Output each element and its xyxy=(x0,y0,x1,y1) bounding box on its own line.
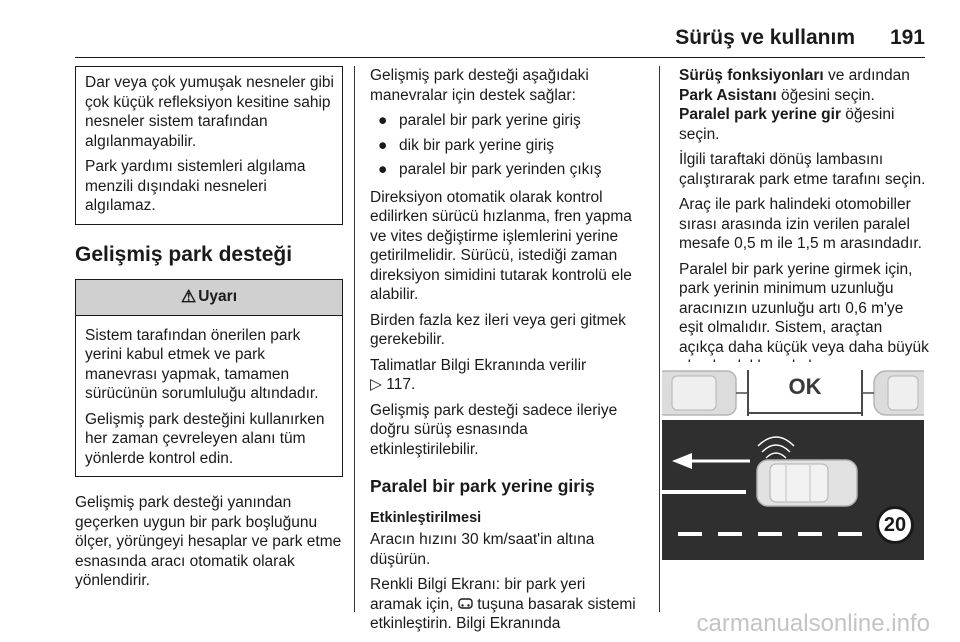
warning-paragraph-2: Gelişmiş park desteğini kullanırken her zaman çevreleyen alanı tüm yönlerde kontrol edin. xyxy=(85,410,325,467)
list-item: ● dik bir park yerine giriş xyxy=(378,136,555,154)
warning-box xyxy=(75,279,343,478)
paragraph-forward-only: Gelişmiş park desteği sadece ileriye doğru sürüş esnasında etkinleştirilebilir. xyxy=(370,401,618,458)
park-assist-button-icon xyxy=(458,596,477,613)
paragraph-instructions: Talimatlar Bilgi Ekranında verilir ▷ 117. xyxy=(370,356,587,393)
paragraph-multiple-moves: Birden fazla kez ileri veya geri gitmek gerekebilir. xyxy=(370,311,626,348)
bullet-icon: ● xyxy=(378,136,388,154)
paragraph-turn-signal: İlgili taraftaki dönüş lambasını çalıştırarak park etme tarafını seçin. xyxy=(679,151,926,188)
note-paragraph-2: Park yardımı sistemleri algılama menzili dışındaki nesneleri algılamaz. xyxy=(85,158,306,214)
warning-title: Uyarı xyxy=(198,288,238,306)
paragraph-space-length: Paralel bir park yerine girmek için, park yerinin minimum uzunluğu aracınızın uzunluğu artı 0,6 m'ye eşit olmalıdır. Sistem, araçtan açıkça daha küçük veya daha büyük xyxy=(679,260,929,356)
column-divider-1 xyxy=(354,66,355,612)
column-1 xyxy=(75,66,343,597)
bullet-icon: ● xyxy=(378,161,388,178)
moving-car-icon xyxy=(757,460,857,506)
body-paragraph: Gelişmiş park desteği yanından geçerken uygun bir park boşluğunu ölçer, yörüngeyi hesaplar ve park etme esnasında aracı otomatik olarak yönlendirir. xyxy=(75,494,342,589)
subsection-title: Paralel bir park yerine giriş xyxy=(370,476,595,496)
column-2 xyxy=(370,66,638,640)
section-title: Gelişmiş park desteği xyxy=(75,242,293,266)
warning-body xyxy=(76,316,342,477)
note-box xyxy=(75,66,343,225)
ok-label: OK xyxy=(788,374,822,399)
column-3 xyxy=(679,66,929,383)
list-item: ● paralel bir park yerinden çıkış xyxy=(378,161,602,178)
warning-triangle-icon: ⚠ xyxy=(180,287,197,307)
page-header xyxy=(75,22,925,58)
activation-title: Etkinleştirilmesi xyxy=(370,510,482,526)
paragraph-activate: Renkli Bilgi Ekranı: bir park yeri aramak için, tuşuna basarak sistemi etkinleştirin. Bilgi Ekranında xyxy=(370,576,636,632)
page-number: 191 xyxy=(889,26,925,49)
parked-car-right-icon xyxy=(874,371,924,415)
header-title: Sürüş ve kullanım xyxy=(675,26,855,49)
parked-car-left-icon xyxy=(662,371,736,415)
watermark: carmanualsonline.info xyxy=(696,610,930,637)
figure-number-badge: 20 xyxy=(876,506,914,544)
maneuver-list xyxy=(370,111,638,180)
warning-header xyxy=(76,280,342,316)
intro-paragraph: Gelişmiş park desteği aşağıdaki manevralar için destek sağlar: xyxy=(370,67,589,104)
page-reference-link[interactable]: 117. xyxy=(386,376,416,393)
paragraph-speed: Aracın hızını 30 km/saat'in altına düşürün. xyxy=(370,531,595,568)
paragraph-distance: Araç ile park halindeki otomobiller sırası arasında izin verilen paralel mesafe 0,5 m ile 1,5 m arasındadır. xyxy=(679,196,922,252)
warning-paragraph-1: Sistem tarafından önerilen park yerini kabul etmek ve park manevrası yapmak, tamamen sürücünün sorumluluğu altındadır. xyxy=(85,326,319,402)
note-paragraph-1: Dar veya çok yumuşak nesneler gibi çok küçük refleksiyon kesitine sahip nesneler sistem tarafından algılanmayabilir. xyxy=(85,74,334,150)
paragraph-menu-path: Sürüş fonksiyonları ve ardından Park Asistanı öğesini seçin. Paralel park yerine gir öğesini seçin. xyxy=(679,67,910,143)
column-divider-2 xyxy=(659,66,660,612)
header-divider xyxy=(75,57,925,59)
paragraph-steering: Direksiyon otomatik olarak kontrol edilirken sürücü hızlanma, fren yapma ve vites değiştirme işlemlerini yerine getirilmelidir. Sürücü, istediği zaman direksiyon simidini tutarak kontrolü ele alabilir. xyxy=(370,188,632,303)
page-reference-icon: ▷ xyxy=(370,376,382,393)
list-item: ● paralel bir park yerine giriş xyxy=(378,112,581,129)
bullet-icon: ● xyxy=(378,112,388,129)
